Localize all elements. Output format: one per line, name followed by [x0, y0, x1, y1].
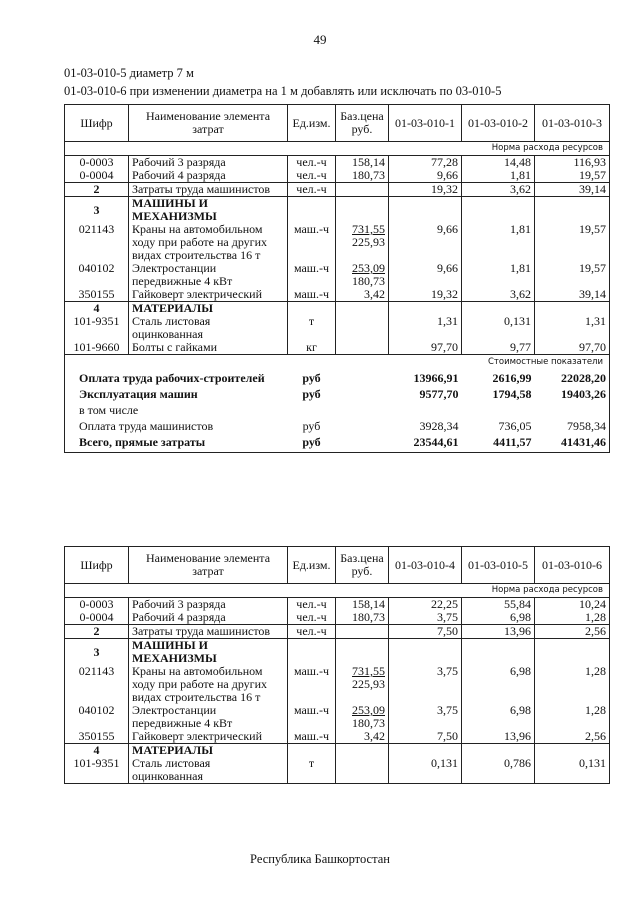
price-current: 253,09 — [352, 703, 385, 717]
row-code: 4 — [65, 744, 129, 758]
row-value: 77,28 — [389, 156, 462, 170]
row-value: 6,98 — [462, 704, 535, 730]
row-value: 0,131 — [462, 315, 535, 341]
page-number: 49 — [313, 32, 327, 47]
resource-table-1 — [64, 104, 610, 453]
row-code: 101-9351 — [65, 757, 129, 784]
totals-unit: руб — [302, 387, 321, 401]
row-value: 9,66 — [389, 169, 462, 183]
row-value — [535, 302, 610, 316]
row-code: 2 — [65, 183, 129, 197]
row-name: Затраты труда машинистов — [129, 183, 288, 197]
row-unit: чел.-ч — [288, 169, 336, 183]
row-value: 9,66 — [389, 262, 462, 288]
row-value: 1,81 — [462, 169, 535, 183]
table-row — [65, 665, 610, 704]
row-value: 1,28 — [535, 611, 610, 625]
totals-empty — [336, 420, 389, 436]
row-value — [389, 302, 462, 316]
row-unit: чел.-ч — [288, 156, 336, 170]
row-value: 1,81 — [462, 262, 535, 288]
col-price-header: Баз.цена руб. — [336, 547, 389, 584]
table-row — [65, 197, 610, 224]
row-name: Рабочий 4 разряда — [129, 611, 288, 625]
row-value — [462, 639, 535, 666]
totals-row — [65, 369, 610, 388]
row-code: 040102 — [65, 704, 129, 730]
row-price: 180,73 — [336, 169, 389, 183]
row-name: Болты с гайками — [129, 341, 288, 355]
row-value — [535, 639, 610, 666]
totals-name: в том числе — [65, 404, 288, 420]
row-name: Сталь листовая оцинкованная — [129, 315, 288, 341]
row-name: МАШИНЫ И МЕХАНИЗМЫ — [129, 639, 288, 666]
table-row — [65, 625, 610, 639]
table-row — [65, 744, 610, 758]
norm-label: Норма расхода ресурсов — [65, 584, 610, 598]
row-price: 3,42 — [336, 730, 389, 744]
col-code-header: Шифр — [65, 105, 129, 142]
cost-label: Стоимостные показатели — [65, 355, 610, 370]
row-unit: чел.-ч — [288, 183, 336, 197]
row-unit: чел.-ч — [288, 598, 336, 612]
row-price: 158,14 — [336, 156, 389, 170]
row-code: 0-0003 — [65, 156, 129, 170]
row-unit: маш.-ч — [288, 730, 336, 744]
row-value: 97,70 — [535, 341, 610, 355]
row-unit: т — [288, 315, 336, 341]
row-value: 39,14 — [535, 288, 610, 302]
row-value: 3,62 — [462, 288, 535, 302]
totals-unit: руб — [302, 419, 321, 433]
row-price — [336, 639, 389, 666]
row-value: 1,81 — [462, 223, 535, 262]
row-value: 10,24 — [535, 598, 610, 612]
row-code: 3 — [65, 197, 129, 224]
row-code: 101-9660 — [65, 341, 129, 355]
row-value — [389, 197, 462, 224]
totals-value — [535, 404, 610, 420]
row-value: 9,66 — [389, 223, 462, 262]
row-name: Рабочий 4 разряда — [129, 169, 288, 183]
row-code: 101-9351 — [65, 315, 129, 341]
row-value — [389, 639, 462, 666]
row-price — [336, 302, 389, 316]
row-unit — [288, 302, 336, 316]
row-code: 2 — [65, 625, 129, 639]
col-code-2: 01-03-010-2 — [462, 105, 535, 142]
col-code-5: 01-03-010-5 — [462, 547, 535, 584]
totals-empty — [336, 369, 389, 388]
row-price — [336, 183, 389, 197]
row-value: 2,56 — [535, 730, 610, 744]
row-price: 158,14 — [336, 598, 389, 612]
row-value: 1,28 — [535, 665, 610, 704]
row-value: 6,98 — [462, 611, 535, 625]
row-name: МАТЕРИАЛЫ — [129, 744, 288, 758]
row-value: 39,14 — [535, 183, 610, 197]
totals-value: 736,05 — [498, 419, 532, 433]
row-price: 180,73 — [336, 611, 389, 625]
row-unit — [288, 639, 336, 666]
table-row — [65, 262, 610, 288]
table-row — [65, 598, 610, 612]
totals-value: 22028,20 — [535, 369, 610, 388]
row-name: Сталь листовая оцинкованная — [129, 757, 288, 784]
table-row — [65, 156, 610, 170]
row-code: 350155 — [65, 730, 129, 744]
row-code: 0-0003 — [65, 598, 129, 612]
totals-value: 1794,58 — [492, 387, 532, 401]
row-value: 7,50 — [389, 730, 462, 744]
table-row — [65, 288, 610, 302]
totals-unit: руб — [302, 371, 321, 385]
row-value — [462, 197, 535, 224]
col-name-header: Наименование элемента затрат — [129, 105, 288, 142]
totals-value — [389, 404, 462, 420]
row-code: 021143 — [65, 665, 129, 704]
row-price — [336, 704, 389, 730]
table1-totals — [65, 369, 610, 453]
table-row — [65, 315, 610, 341]
totals-name: Оплата труда машинистов — [65, 420, 288, 436]
row-price — [336, 197, 389, 224]
totals-value: 9577,70 — [419, 387, 459, 401]
header-line-1: 01-03-010-5 диаметр 7 м — [64, 66, 194, 80]
row-unit: маш.-ч — [288, 262, 336, 288]
col-code-6: 01-03-010-6 — [535, 547, 610, 584]
row-price — [336, 665, 389, 704]
col-code-3: 01-03-010-3 — [535, 105, 610, 142]
row-value: 3,75 — [389, 611, 462, 625]
resource-table-2 — [64, 546, 610, 784]
row-code: 3 — [65, 639, 129, 666]
row-name: Электростанции передвижные 4 кВт — [129, 262, 288, 288]
totals-row — [65, 404, 610, 420]
row-code: 4 — [65, 302, 129, 316]
totals-value: 13966,91 — [413, 371, 459, 385]
row-value: 13,96 — [462, 625, 535, 639]
row-price — [336, 341, 389, 355]
row-name: Краны на автомобильном ходу при работе на других видах строительства 16 т — [129, 665, 288, 704]
row-name: Краны на автомобильном ходу при работе на других видах строительства 16 т — [129, 223, 288, 262]
row-unit: маш.-ч — [288, 704, 336, 730]
row-value — [535, 197, 610, 224]
row-value: 19,32 — [389, 288, 462, 302]
totals-unit — [288, 404, 336, 420]
row-value: 1,31 — [389, 315, 462, 341]
price-base: 225,93 — [352, 677, 385, 691]
footer-region: Республика Башкортостан — [250, 852, 390, 866]
row-code: 021143 — [65, 223, 129, 262]
row-price — [336, 262, 389, 288]
row-unit: маш.-ч — [288, 665, 336, 704]
row-value: 19,57 — [535, 169, 610, 183]
row-name: Гайковерт электрический — [129, 288, 288, 302]
row-value: 116,93 — [535, 156, 610, 170]
totals-value: 3928,34 — [419, 419, 459, 433]
table1-body — [65, 156, 610, 355]
row-value: 3,75 — [389, 704, 462, 730]
price-base: 180,73 — [352, 274, 385, 288]
row-name: Электростанции передвижные 4 кВт — [129, 704, 288, 730]
row-value: 13,96 — [462, 730, 535, 744]
row-name: МАТЕРИАЛЫ — [129, 302, 288, 316]
row-unit: маш.-ч — [288, 223, 336, 262]
table-row — [65, 169, 610, 183]
totals-row — [65, 388, 610, 404]
col-price-header: Баз.цена руб. — [336, 105, 389, 142]
row-value: 0,131 — [535, 757, 610, 784]
row-unit: чел.-ч — [288, 625, 336, 639]
table-row — [65, 639, 610, 666]
row-value: 3,75 — [389, 665, 462, 704]
row-value: 2,56 — [535, 625, 610, 639]
totals-value: 4411,57 — [462, 436, 535, 453]
row-value: 7,50 — [389, 625, 462, 639]
header-line-2: 01-03-010-6 при изменении диаметра на 1 м добавлять или исключать по 03-010-5 — [64, 84, 502, 98]
price-current: 731,55 — [352, 222, 385, 236]
col-unit-header: Ед.изм. — [288, 547, 336, 584]
row-name: Рабочий 3 разряда — [129, 156, 288, 170]
row-value: 6,98 — [462, 665, 535, 704]
row-value: 19,57 — [535, 223, 610, 262]
col-code-4: 01-03-010-4 — [389, 547, 462, 584]
table2-body — [65, 598, 610, 784]
totals-name: Эксплуатация машин — [65, 388, 288, 404]
row-value — [462, 744, 535, 758]
row-value: 55,84 — [462, 598, 535, 612]
totals-value: 2616,99 — [492, 371, 532, 385]
price-base: 180,73 — [352, 716, 385, 730]
price-current: 731,55 — [352, 664, 385, 678]
row-unit — [288, 197, 336, 224]
totals-unit: руб — [288, 436, 336, 453]
row-value: 0,131 — [389, 757, 462, 784]
row-value: 1,28 — [535, 704, 610, 730]
totals-row — [65, 436, 610, 453]
row-price — [336, 315, 389, 341]
totals-value: 23544,61 — [389, 436, 462, 453]
totals-value: 7958,34 — [535, 420, 610, 436]
row-code: 0-0004 — [65, 611, 129, 625]
totals-name: Всего, прямые затраты — [65, 436, 288, 453]
table-row — [65, 302, 610, 316]
row-price: 3,42 — [336, 288, 389, 302]
row-name: Рабочий 3 разряда — [129, 598, 288, 612]
row-value — [535, 744, 610, 758]
row-value: 9,77 — [462, 341, 535, 355]
col-code-header: Шифр — [65, 547, 129, 584]
table-row — [65, 730, 610, 744]
row-value: 97,70 — [389, 341, 462, 355]
totals-row — [65, 420, 610, 436]
row-unit — [288, 744, 336, 758]
totals-value: 19403,26 — [535, 388, 610, 404]
row-code: 0-0004 — [65, 169, 129, 183]
row-value: 14,48 — [462, 156, 535, 170]
table-row — [65, 704, 610, 730]
row-price — [336, 744, 389, 758]
row-price — [336, 625, 389, 639]
totals-value: 41431,46 — [535, 436, 610, 453]
row-price — [336, 223, 389, 262]
row-value: 19,57 — [535, 262, 610, 288]
price-current: 253,09 — [352, 261, 385, 275]
row-code: 040102 — [65, 262, 129, 288]
col-code-1: 01-03-010-1 — [389, 105, 462, 142]
price-base: 225,93 — [352, 235, 385, 249]
row-unit: чел.-ч — [288, 611, 336, 625]
row-value — [389, 744, 462, 758]
table-row — [65, 183, 610, 197]
table-row — [65, 757, 610, 784]
row-value: 19,32 — [389, 183, 462, 197]
row-unit: т — [288, 757, 336, 784]
table-row — [65, 341, 610, 355]
totals-empty — [336, 388, 389, 404]
row-name: МАШИНЫ И МЕХАНИЗМЫ — [129, 197, 288, 224]
row-price — [336, 757, 389, 784]
col-name-header: Наименование элемента затрат — [129, 547, 288, 584]
row-value — [462, 302, 535, 316]
row-name: Затраты труда машинистов — [129, 625, 288, 639]
row-unit: маш.-ч — [288, 288, 336, 302]
row-value: 22,25 — [389, 598, 462, 612]
row-name: Гайковерт электрический — [129, 730, 288, 744]
row-value: 3,62 — [462, 183, 535, 197]
row-value: 0,786 — [462, 757, 535, 784]
table-row — [65, 611, 610, 625]
row-value: 1,31 — [535, 315, 610, 341]
table-row — [65, 223, 610, 262]
row-code: 350155 — [65, 288, 129, 302]
norm-label: Норма расхода ресурсов — [65, 142, 610, 156]
totals-empty — [336, 436, 389, 453]
totals-empty — [336, 404, 389, 420]
totals-name: Оплата труда рабочих-строителей — [65, 369, 288, 388]
totals-value — [462, 404, 535, 420]
col-unit-header: Ед.изм. — [288, 105, 336, 142]
row-unit: кг — [288, 341, 336, 355]
